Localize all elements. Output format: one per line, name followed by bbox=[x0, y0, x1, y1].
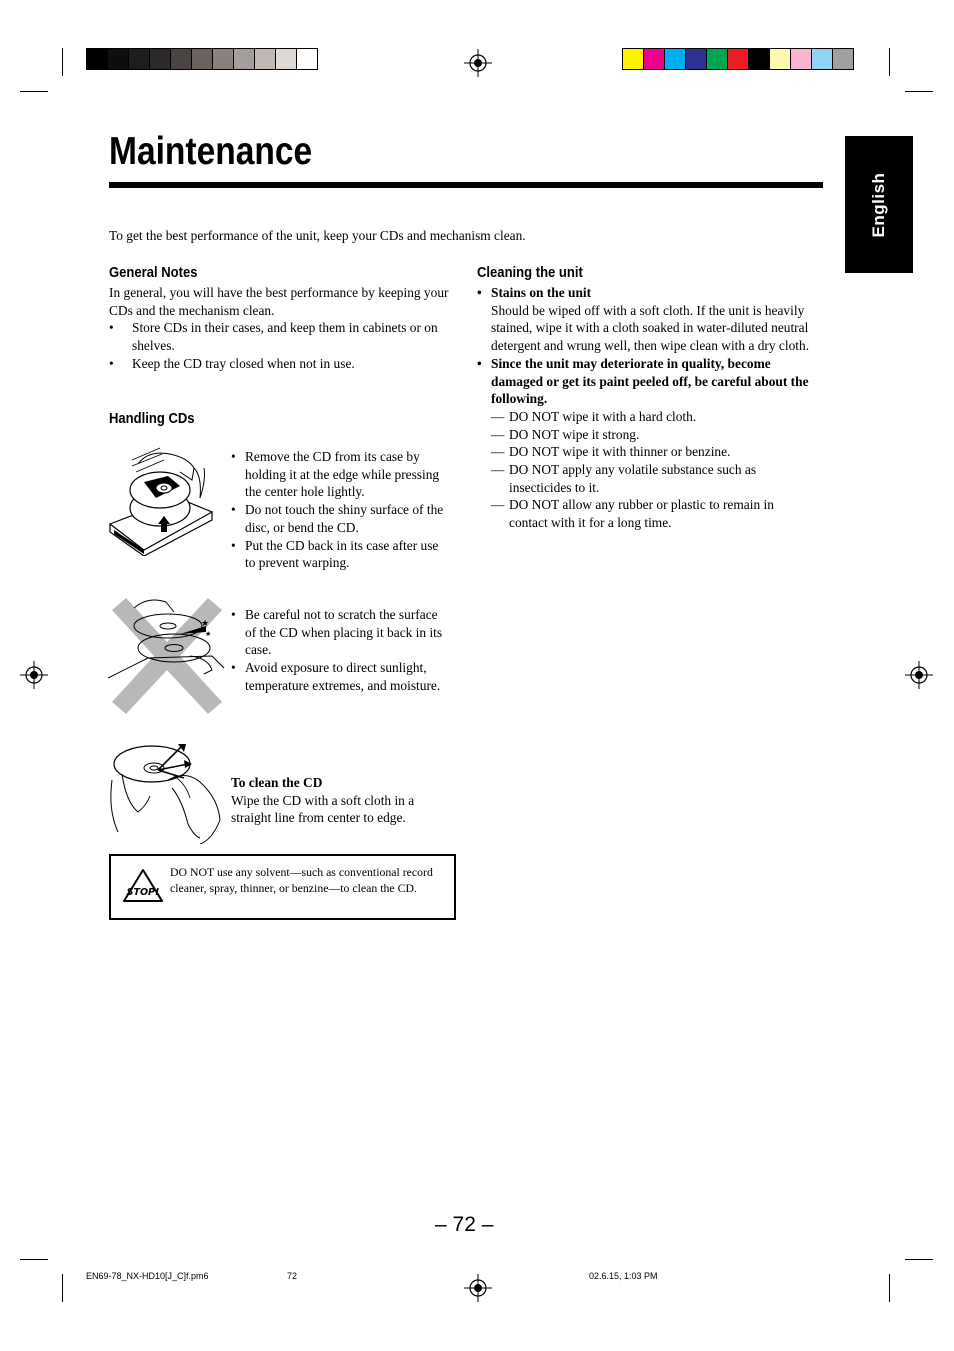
intro-text: To get the best performance of the unit, keep your CDs and mechanism clean. bbox=[109, 228, 526, 243]
list-item: — DO NOT allow any rubber or plastic to remain in contact with it for a long time. bbox=[491, 496, 813, 531]
stop-icon-label: STOP! bbox=[126, 887, 160, 898]
calibration-swatch bbox=[213, 49, 234, 69]
stains-heading: • Stains on the unit bbox=[477, 284, 813, 302]
handling-group-1 bbox=[231, 448, 445, 572]
calibration-swatch bbox=[297, 49, 317, 69]
calibration-swatch bbox=[276, 49, 297, 69]
calibration-swatch bbox=[87, 49, 108, 69]
calibration-swatch bbox=[171, 49, 192, 69]
page-number: – 72 – bbox=[435, 1213, 494, 1236]
list-item: — DO NOT wipe it with thinner or benzine. bbox=[491, 443, 813, 461]
wipe-cd-illustration bbox=[108, 740, 226, 844]
calibration-swatch bbox=[686, 49, 707, 69]
page-title: Maintenance bbox=[109, 130, 313, 173]
title-rule bbox=[109, 182, 823, 188]
registration-target-icon bbox=[464, 49, 492, 77]
list-item: • Put the CD back in its case after use to prevent warping. bbox=[231, 537, 445, 572]
calibration-swatch bbox=[749, 49, 770, 69]
list-item: — DO NOT apply any volatile substance such as insecticides to it. bbox=[491, 461, 813, 496]
calibration-swatch bbox=[728, 49, 749, 69]
calibration-swatch bbox=[791, 49, 812, 69]
list-item: — DO NOT wipe it strong. bbox=[491, 426, 813, 444]
footer-page: 72 bbox=[287, 1271, 298, 1281]
general-notes-text: In general, you will have the best performance by keeping your CDs and the mechanism clean. bbox=[109, 285, 449, 318]
registration-target-icon bbox=[20, 661, 48, 689]
language-tab bbox=[845, 136, 913, 273]
do-not-scratch-illustration bbox=[108, 596, 226, 716]
stains-text: Should be wiped off with a soft cloth. If the unit is heavily stained, wipe it with a cloth soaked in water-diluted neutral detergent and wrung well, then wipe clean with a dry cloth. bbox=[491, 302, 810, 354]
footer-filename: EN69-78_NX-HD10[J_C]f.pm6 bbox=[86, 1271, 209, 1281]
general-notes-heading: General Notes bbox=[109, 265, 198, 281]
stop-notice-text: DO NOT use any solvent—such as conventional record cleaner, spray, thinner, or benzine—to clean the CD. bbox=[170, 865, 433, 895]
calibration-swatch bbox=[770, 49, 791, 69]
svg-text:★: ★ bbox=[201, 619, 210, 629]
list-item: • Do not touch the shiny surface of the disc, or bend the CD. bbox=[231, 501, 445, 536]
calibration-swatch bbox=[192, 49, 213, 69]
stop-warning-icon bbox=[122, 868, 164, 904]
language-tab-label: English bbox=[869, 172, 888, 237]
footer-date: 02.6.15, 1:03 PM bbox=[589, 1271, 658, 1281]
list-item: • Keep the CD tray closed when not in use. bbox=[109, 355, 449, 373]
general-notes-section bbox=[109, 284, 449, 373]
calibration-swatch bbox=[129, 49, 150, 69]
caution-heading: • Since the unit may deteriorate in quality, become damaged or get its paint peeled off, be careful about the following. bbox=[477, 355, 813, 408]
grayscale-calibration-bar bbox=[86, 48, 318, 70]
list-item: • Remove the CD from its case by holding it at the edge while pressing the center hole lightly. bbox=[231, 448, 445, 501]
calibration-swatch bbox=[707, 49, 728, 69]
calibration-swatch bbox=[150, 49, 171, 69]
color-calibration-bar bbox=[622, 48, 854, 70]
cleaning-unit-heading: Cleaning the unit bbox=[477, 265, 583, 281]
registration-target-icon bbox=[905, 661, 933, 689]
calibration-swatch bbox=[644, 49, 665, 69]
calibration-swatch bbox=[665, 49, 686, 69]
calibration-swatch bbox=[812, 49, 833, 69]
donts-list bbox=[477, 408, 813, 532]
handling-group-2 bbox=[231, 606, 445, 695]
calibration-swatch bbox=[623, 49, 644, 69]
calibration-swatch bbox=[234, 49, 255, 69]
list-item: • Avoid exposure to direct sunlight, temperature extremes, and moisture. bbox=[231, 659, 445, 694]
clean-cd-section bbox=[231, 774, 445, 827]
clean-cd-text: Wipe the CD with a soft cloth in a straight line from center to edge. bbox=[231, 792, 415, 826]
calibration-swatch bbox=[255, 49, 276, 69]
list-item: — DO NOT wipe it with a hard cloth. bbox=[491, 408, 813, 426]
registration-target-icon bbox=[464, 1274, 492, 1302]
calibration-swatch bbox=[108, 49, 129, 69]
handling-cds-heading: Handling CDs bbox=[109, 411, 195, 427]
svg-text:★: ★ bbox=[205, 630, 212, 638]
list-item: • Be careful not to scratch the surface of the CD when placing it back in its case. bbox=[231, 606, 445, 659]
clean-cd-heading: To clean the CD bbox=[231, 775, 323, 790]
calibration-swatch bbox=[833, 49, 853, 69]
cd-case-removal-illustration bbox=[108, 440, 214, 556]
list-item: • Store CDs in their cases, and keep them in cabinets or on shelves. bbox=[109, 319, 449, 354]
cleaning-unit-section bbox=[477, 284, 813, 532]
